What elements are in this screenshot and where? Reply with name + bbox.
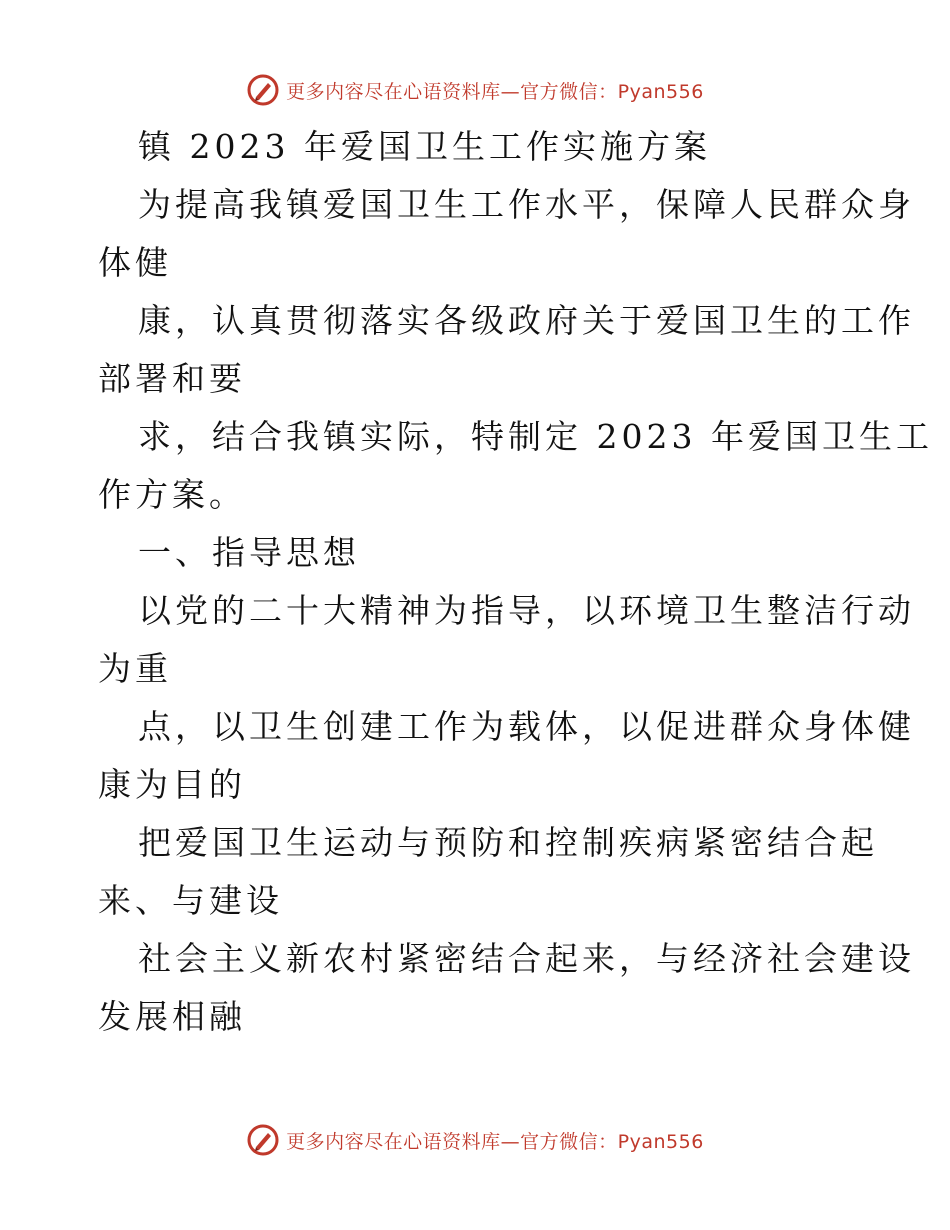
document-line: 康，认真贯彻落实各级政府关于爱国卫生的工作 <box>138 301 915 340</box>
document-line: 求，结合我镇实际，特制定 2023 年爱国卫生工 <box>138 417 933 456</box>
document-line: 把爱国卫生运动与预防和控制疾病紧密结合起 <box>138 823 878 862</box>
document-line: 发展相融 <box>98 997 246 1036</box>
footer-watermark <box>0 1120 950 1160</box>
document-line: 社会主义新农村紧密结合起来，与经济社会建设 <box>138 939 915 978</box>
document-line: 点，以卫生创建工作为载体，以促进群众身体健 <box>138 707 915 746</box>
watermark-text: 更多内容尽在心语资料库—官方微信：Pyan556 <box>286 1130 704 1153</box>
document-line: 一、指导思想 <box>138 533 360 572</box>
document-line: 镇 2023 年爱国卫生工作实施方案 <box>138 127 711 166</box>
document-line: 体健 <box>98 243 172 282</box>
document-line: 部署和要 <box>98 359 246 398</box>
document-line: 为提高我镇爱国卫生工作水平，保障人民群众身 <box>138 185 915 224</box>
watermark-text: 更多内容尽在心语资料库—官方微信：Pyan556 <box>286 80 704 103</box>
document-line: 以党的二十大精神为指导，以环境卫生整洁行动 <box>138 591 915 630</box>
document-line: 为重 <box>98 649 172 688</box>
document-line: 作方案。 <box>98 475 246 514</box>
pen-circle-logo-icon <box>246 1123 280 1157</box>
document-line: 康为目的 <box>98 765 246 804</box>
document-body <box>98 118 933 1046</box>
pen-circle-logo-icon <box>246 73 280 107</box>
document-line: 来、与建设 <box>98 881 283 920</box>
header-watermark <box>0 70 950 110</box>
